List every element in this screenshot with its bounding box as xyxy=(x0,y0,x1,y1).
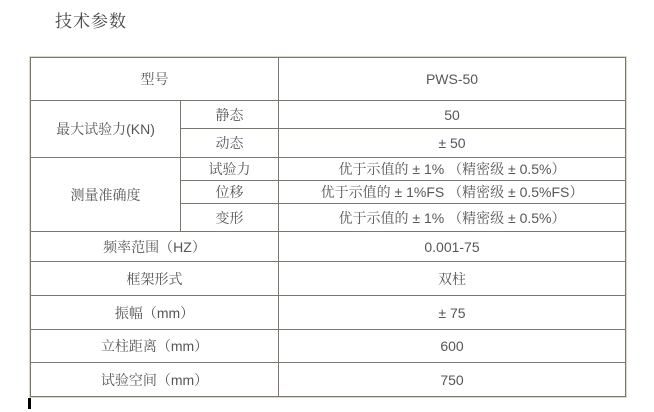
accuracy-deformation-sublabel-cell: 变形 xyxy=(181,204,279,232)
column-distance-label-cell: 立柱距离（mm） xyxy=(31,330,279,363)
table-row-column-distance xyxy=(31,330,626,363)
frame-type-label-cell: 框架形式 xyxy=(31,262,279,296)
max-force-dynamic-value-cell: ± 50 xyxy=(279,129,626,158)
table-row-max-force-static xyxy=(31,101,626,129)
accuracy-force-value-cell: 优于示值的 ± 1% （精密级 ± 0.5%） xyxy=(279,158,626,181)
amplitude-label-cell: 振幅（mm） xyxy=(31,296,279,330)
accuracy-group-label-cell: 测量准确度 xyxy=(31,158,181,232)
table-row-model xyxy=(31,58,626,101)
accuracy-displacement-sublabel-cell: 位移 xyxy=(181,181,279,204)
accuracy-deformation-value-cell: 优于示值的 ± 1% （精密级 ± 0.5%） xyxy=(279,204,626,232)
frequency-range-value-cell: 0.001-75 xyxy=(279,232,626,262)
page-title: 技术参数 xyxy=(55,12,127,31)
table-row-frequency-range xyxy=(31,232,626,262)
accuracy-displacement-value-cell: 优于示值的 ± 1%FS （精密级 ± 0.5%FS） xyxy=(279,181,626,204)
frame-type-value-cell: 双柱 xyxy=(279,262,626,296)
column-distance-value-cell: 600 xyxy=(279,330,626,363)
table-row-accuracy-force xyxy=(31,158,626,181)
frequency-range-label-cell: 频率范围（HZ） xyxy=(31,232,279,262)
accuracy-force-sublabel-cell: 试验力 xyxy=(181,158,279,181)
max-force-static-sublabel-cell: 静态 xyxy=(181,101,279,129)
model-label-cell: 型号 xyxy=(31,58,279,101)
amplitude-value-cell: ± 75 xyxy=(279,296,626,330)
table-row-test-space xyxy=(31,363,626,397)
test-space-label-cell: 试验空间（mm） xyxy=(31,363,279,397)
test-space-value-cell: 750 xyxy=(279,363,626,397)
max-force-dynamic-sublabel-cell: 动态 xyxy=(181,129,279,158)
text-cursor xyxy=(28,398,31,409)
table-row-amplitude xyxy=(31,296,626,330)
spec-table xyxy=(30,57,626,397)
max-force-static-value-cell: 50 xyxy=(279,101,626,129)
max-force-group-label-cell: 最大试验力(KN) xyxy=(31,101,181,158)
model-value-cell: PWS-50 xyxy=(279,58,626,101)
table-row-frame-type xyxy=(31,262,626,296)
